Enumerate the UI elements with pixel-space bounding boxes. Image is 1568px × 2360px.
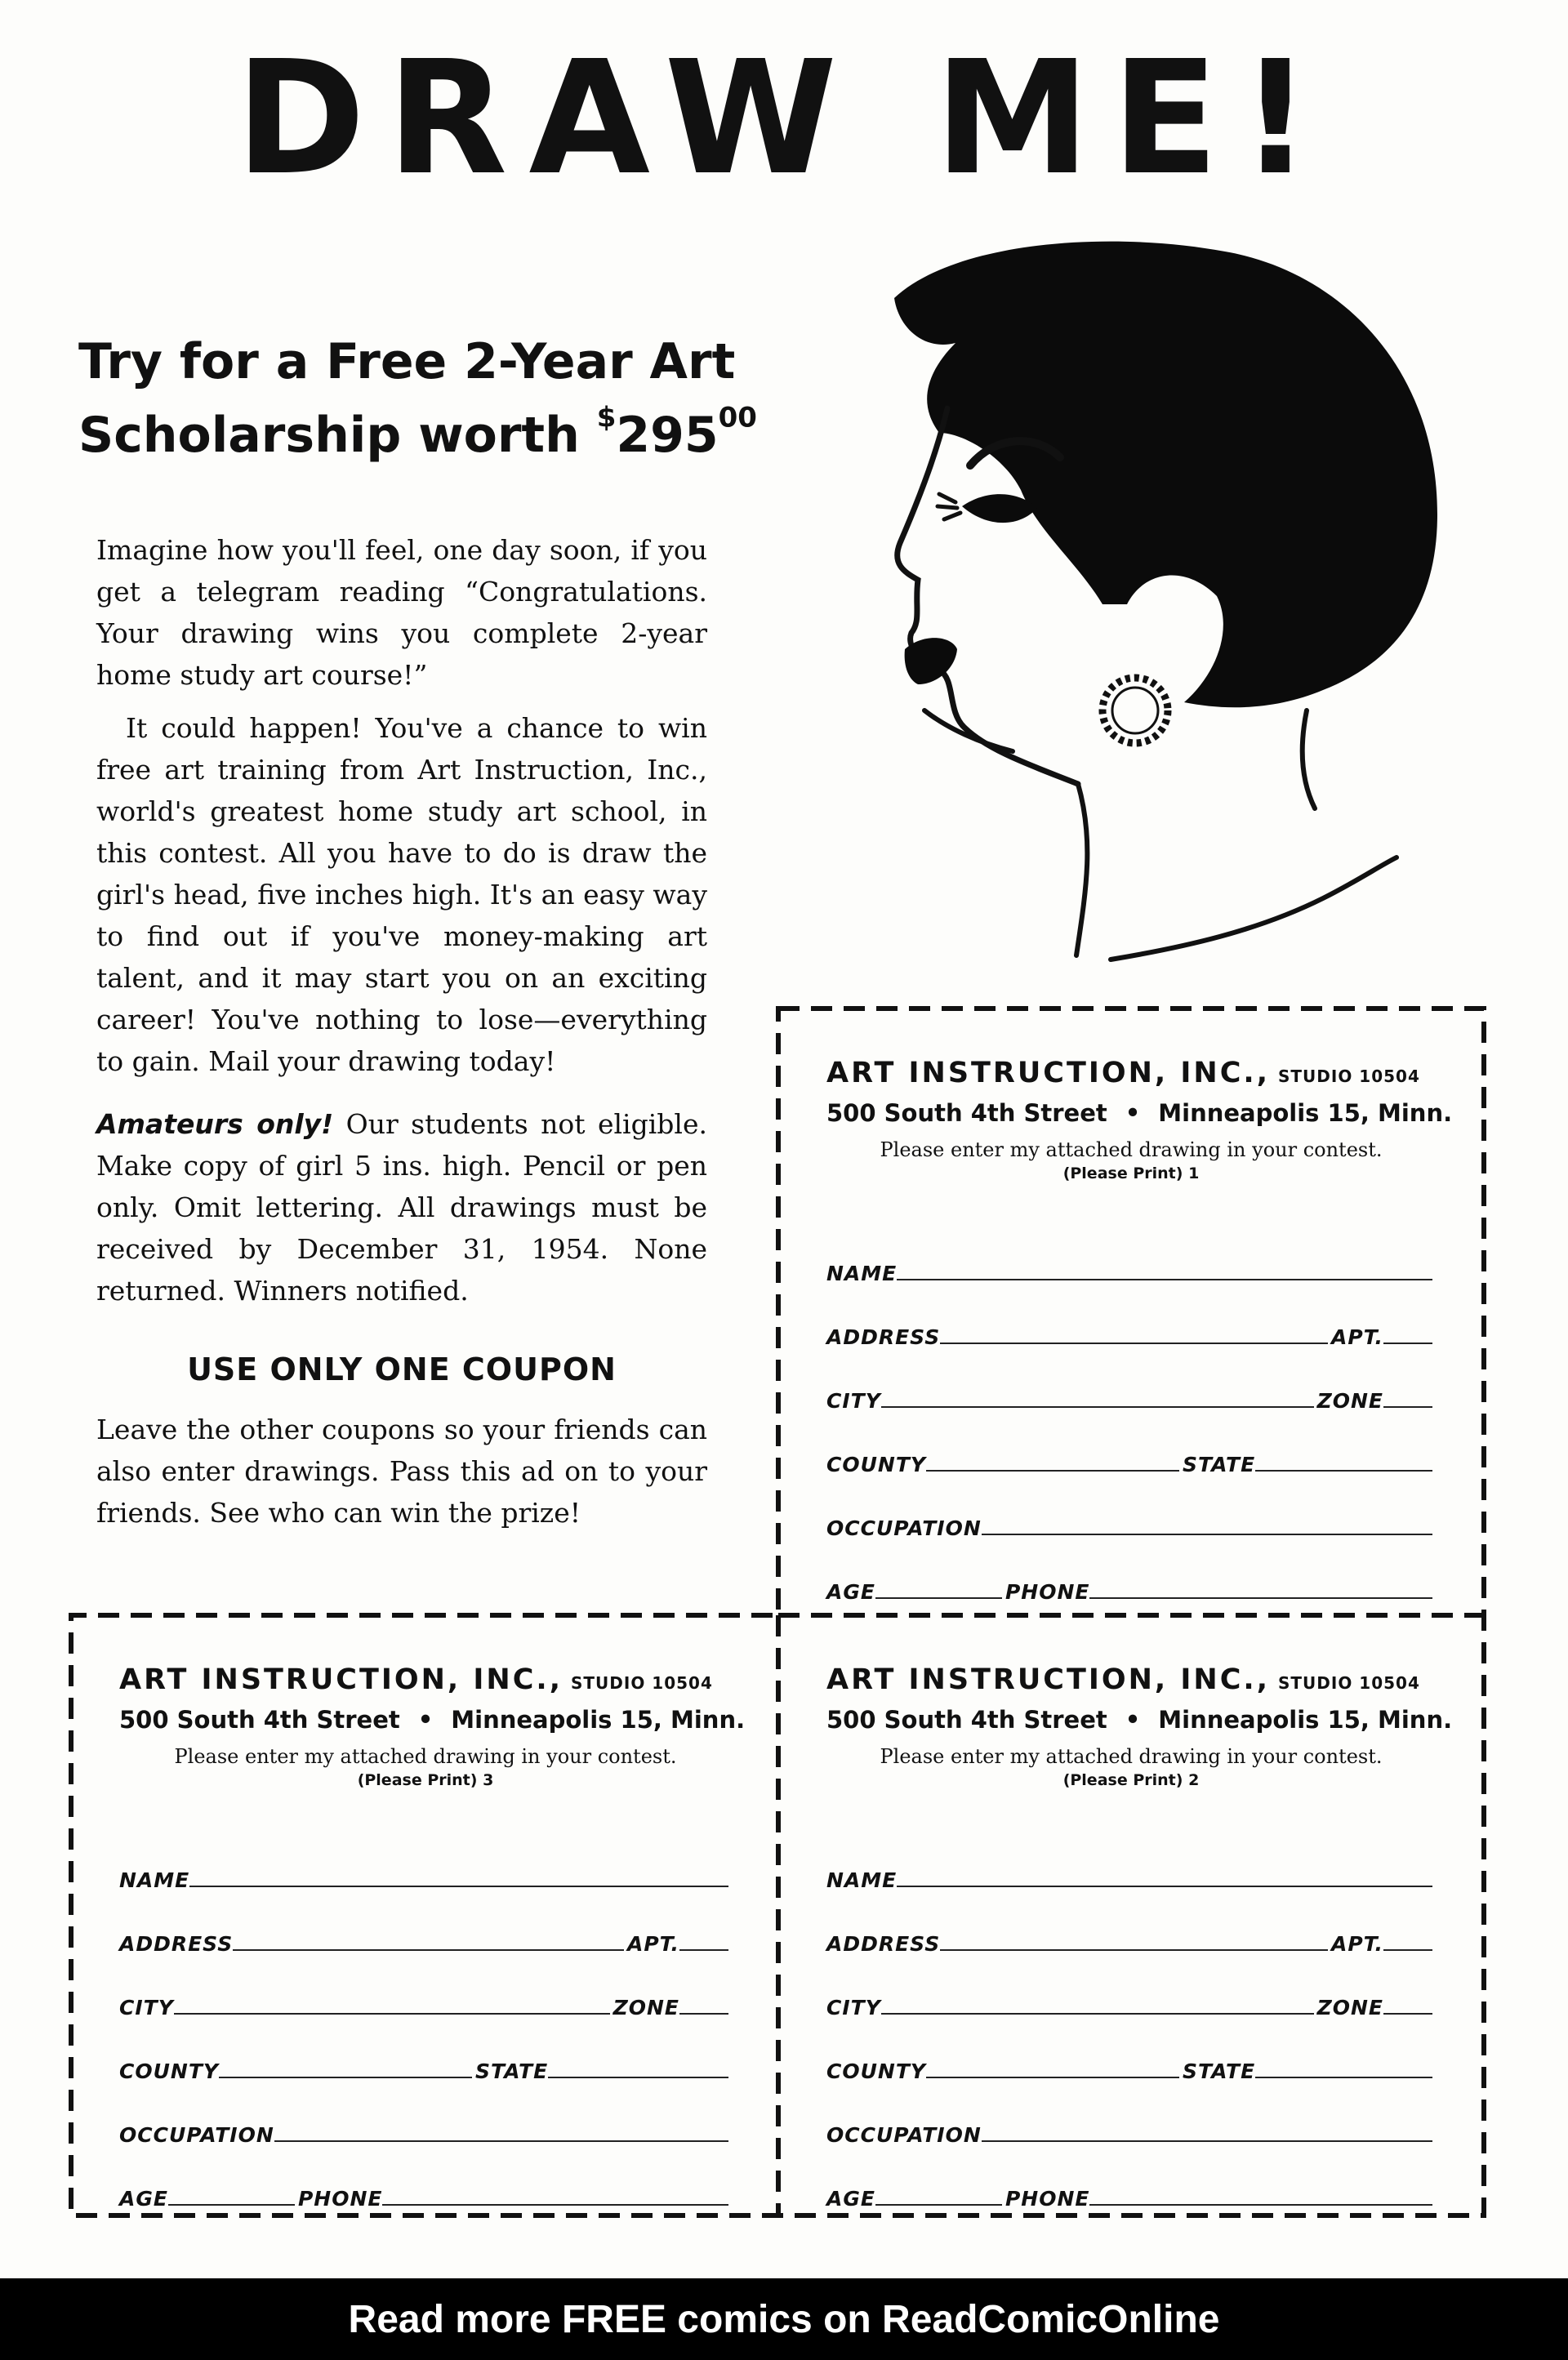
- apt-label: APT.: [1331, 1932, 1383, 1956]
- age-line[interactable]: [875, 1597, 1002, 1599]
- apt-label: APT.: [627, 1932, 679, 1956]
- zone-line[interactable]: [1383, 2013, 1432, 2015]
- shoulder-line: [1111, 857, 1396, 960]
- occupation-label: OCCUPATION: [119, 2123, 274, 2147]
- address-label: ADDRESS: [826, 1932, 941, 1956]
- girl-head-portrait: [833, 220, 1470, 988]
- occupation-line[interactable]: [274, 2140, 728, 2142]
- state-label: STATE: [1182, 1453, 1256, 1476]
- footer-link-text[interactable]: Read more FREE comics on ReadComicOnline: [348, 2297, 1220, 2341]
- name-field[interactable]: [826, 1222, 1436, 1285]
- city-state: Minneapolis 15, Minn.: [1158, 1706, 1453, 1734]
- zone-label: ZONE: [612, 1996, 679, 2019]
- use-only-one-coupon-heading: USE ONLY ONE COUPON: [187, 1351, 617, 1387]
- phone-line[interactable]: [1089, 1597, 1432, 1599]
- address-label: ADDRESS: [119, 1932, 234, 1956]
- coupon-number: 2: [1188, 1771, 1200, 1789]
- age-line[interactable]: [168, 2204, 295, 2206]
- hair-shape: [894, 242, 1437, 708]
- coupon-number: 1: [1188, 1164, 1200, 1182]
- rules-text: Our students not eligible. Make copy of girl 5 ins. high. Pencil or pen only. Omit lettering. All drawings must be received by December 31, 1954. None returned. Winners notified.: [96, 1108, 707, 1307]
- separator-dot: •: [417, 1706, 434, 1734]
- county-label: COUNTY: [826, 1453, 926, 1476]
- age-label: AGE: [119, 2187, 168, 2211]
- dollar-sign: $: [596, 401, 617, 434]
- coupon-number: 3: [483, 1771, 494, 1789]
- coupon-2: [782, 1618, 1480, 2213]
- address-label: ADDRESS: [826, 1325, 941, 1349]
- county-line[interactable]: [926, 1470, 1179, 1472]
- company-name: ART INSTRUCTION, INC.,: [826, 1057, 1270, 1089]
- name-line[interactable]: [189, 1886, 728, 1887]
- footer-banner[interactable]: [0, 2278, 1568, 2360]
- county-field[interactable]: [826, 2019, 1436, 2083]
- age-line[interactable]: [875, 2204, 1002, 2206]
- paragraph-closing: Leave the other coupons so your friends can also enter drawings. Pass this ad on to your friends. See who can win the prize!: [96, 1414, 707, 1529]
- please-print-text: (Please Print): [1062, 1771, 1183, 1789]
- please-print: [826, 1164, 1436, 1182]
- zone-line[interactable]: [1383, 1406, 1432, 1408]
- phone-line[interactable]: [1089, 2204, 1432, 2206]
- eyelashes: [938, 494, 960, 519]
- city-label: CITY: [826, 1389, 881, 1413]
- company-name: ART INSTRUCTION, INC.,: [826, 1663, 1270, 1696]
- coupon-address: [826, 1706, 1453, 1734]
- coupon-company-line: [119, 1663, 732, 1696]
- paragraph-rules: [96, 1103, 707, 1311]
- city-label: CITY: [826, 1996, 881, 2019]
- body-copy: [96, 529, 707, 1545]
- please-print: [119, 1771, 732, 1789]
- occupation-line[interactable]: [982, 2140, 1432, 2142]
- neck-back: [1303, 710, 1315, 808]
- city-field[interactable]: [119, 1956, 732, 2019]
- apt-line[interactable]: [1383, 1343, 1432, 1344]
- paragraph-telegram: Imagine how you'll feel, one day soon, if you get a telegram reading “Congratulations. Your drawing wins you complete 2-year home study art course!”: [96, 534, 707, 691]
- name-field[interactable]: [119, 1828, 732, 1892]
- scholarship-amount: 295: [616, 407, 719, 464]
- address-line[interactable]: [940, 1343, 1328, 1344]
- address-field[interactable]: [826, 1285, 1436, 1349]
- name-label: NAME: [826, 1868, 898, 1892]
- phone-label: PHONE: [1004, 2187, 1090, 2211]
- name-label: NAME: [119, 1868, 190, 1892]
- name-line[interactable]: [897, 1886, 1432, 1887]
- age-phone-field[interactable]: [119, 2147, 732, 2211]
- amateurs-only-lead: Amateurs only!: [96, 1108, 334, 1140]
- please-print-text: (Please Print): [1062, 1164, 1183, 1182]
- city-line[interactable]: [174, 2013, 610, 2015]
- apt-label: APT.: [1331, 1325, 1383, 1349]
- neck-front: [1076, 784, 1087, 955]
- coupon-address: [119, 1706, 746, 1734]
- street: 500 South 4th Street: [119, 1706, 400, 1734]
- address-line[interactable]: [940, 1949, 1328, 1951]
- coupon-3: [75, 1618, 776, 2213]
- subhead-line-2-text: Scholarship worth: [78, 407, 597, 464]
- state-line[interactable]: [1255, 1470, 1432, 1472]
- occupation-field[interactable]: [826, 2083, 1436, 2147]
- zone-label: ZONE: [1316, 1996, 1383, 2019]
- coupon-company-line: [826, 1663, 1436, 1696]
- name-label: NAME: [826, 1262, 898, 1285]
- street: 500 South 4th Street: [826, 1099, 1107, 1127]
- state-line[interactable]: [1255, 2077, 1432, 2078]
- county-label: COUNTY: [826, 2059, 926, 2083]
- paragraph-contest: It could happen! You've a chance to win free art training from Art Instruction, Inc., world's greatest home study art school, in this contest. All you have to do is draw the girl's head, five inches high. It's an easy way to find out if you've money-making art talent, and it may start you on an exciting career! You've nothing to lose—everything to gain. Mail your drawing today!: [96, 712, 707, 1077]
- subhead-line-1: Try for a Free 2-Year Art: [78, 333, 736, 390]
- coupon-request: Please enter my attached drawing in your contest.: [174, 1745, 677, 1768]
- county-field[interactable]: [826, 1413, 1436, 1476]
- city-state: Minneapolis 15, Minn.: [451, 1706, 746, 1734]
- age-phone-field[interactable]: [826, 1540, 1436, 1604]
- studio-number: STUDIO 10504: [571, 1673, 713, 1693]
- draw-me-headline: DRAW ME!: [235, 28, 1333, 210]
- county-line[interactable]: [926, 2077, 1179, 2078]
- please-print: [826, 1771, 1436, 1789]
- occupation-line[interactable]: [982, 1534, 1432, 1535]
- city-line[interactable]: [881, 2013, 1314, 2015]
- address-line[interactable]: [233, 1949, 624, 1951]
- county-label: COUNTY: [119, 2059, 219, 2083]
- coupon-1: [782, 1011, 1480, 1613]
- city-state: Minneapolis 15, Minn.: [1158, 1099, 1453, 1127]
- name-line[interactable]: [897, 1279, 1432, 1280]
- please-print-text: (Please Print): [357, 1771, 478, 1789]
- name-field[interactable]: [826, 1828, 1436, 1892]
- address-field[interactable]: [826, 1892, 1436, 1956]
- phone-label: PHONE: [1004, 1580, 1090, 1604]
- coupon-request: Please enter my attached drawing in your contest.: [880, 1745, 1383, 1768]
- state-line[interactable]: [548, 2077, 728, 2078]
- zone-line[interactable]: [679, 2013, 728, 2015]
- age-label: AGE: [826, 1580, 875, 1604]
- age-phone-field[interactable]: [826, 2147, 1436, 2211]
- coupon-company-line: [826, 1057, 1436, 1089]
- apt-line[interactable]: [1383, 1949, 1432, 1951]
- street: 500 South 4th Street: [826, 1706, 1107, 1734]
- studio-number: STUDIO 10504: [1278, 1066, 1420, 1086]
- scholarship-cents: 00: [718, 401, 757, 434]
- apt-line[interactable]: [679, 1949, 728, 1951]
- state-label: STATE: [474, 2059, 549, 2083]
- coupon-request: Please enter my attached drawing in your contest.: [880, 1138, 1383, 1161]
- separator-dot: •: [1125, 1706, 1141, 1734]
- city-label: CITY: [119, 1996, 174, 2019]
- state-label: STATE: [1182, 2059, 1256, 2083]
- zone-label: ZONE: [1316, 1389, 1383, 1413]
- city-line[interactable]: [881, 1406, 1314, 1408]
- city-field[interactable]: [826, 1349, 1436, 1413]
- county-line[interactable]: [219, 2077, 472, 2078]
- coupon-address: [826, 1099, 1453, 1127]
- phone-line[interactable]: [382, 2204, 728, 2206]
- address-field[interactable]: [119, 1892, 732, 1956]
- occupation-field[interactable]: [119, 2083, 732, 2147]
- age-label: AGE: [826, 2187, 875, 2211]
- company-name: ART INSTRUCTION, INC.,: [119, 1663, 563, 1696]
- occupation-label: OCCUPATION: [826, 2123, 982, 2147]
- scholarship-subhead: [78, 325, 773, 472]
- subhead-line-2: [78, 399, 773, 472]
- studio-number: STUDIO 10504: [1278, 1673, 1420, 1693]
- occupation-label: OCCUPATION: [826, 1516, 982, 1540]
- occupation-field[interactable]: [826, 1476, 1436, 1540]
- separator-dot: •: [1125, 1099, 1141, 1127]
- phone-label: PHONE: [297, 2187, 383, 2211]
- city-field[interactable]: [826, 1956, 1436, 2019]
- county-field[interactable]: [119, 2019, 732, 2083]
